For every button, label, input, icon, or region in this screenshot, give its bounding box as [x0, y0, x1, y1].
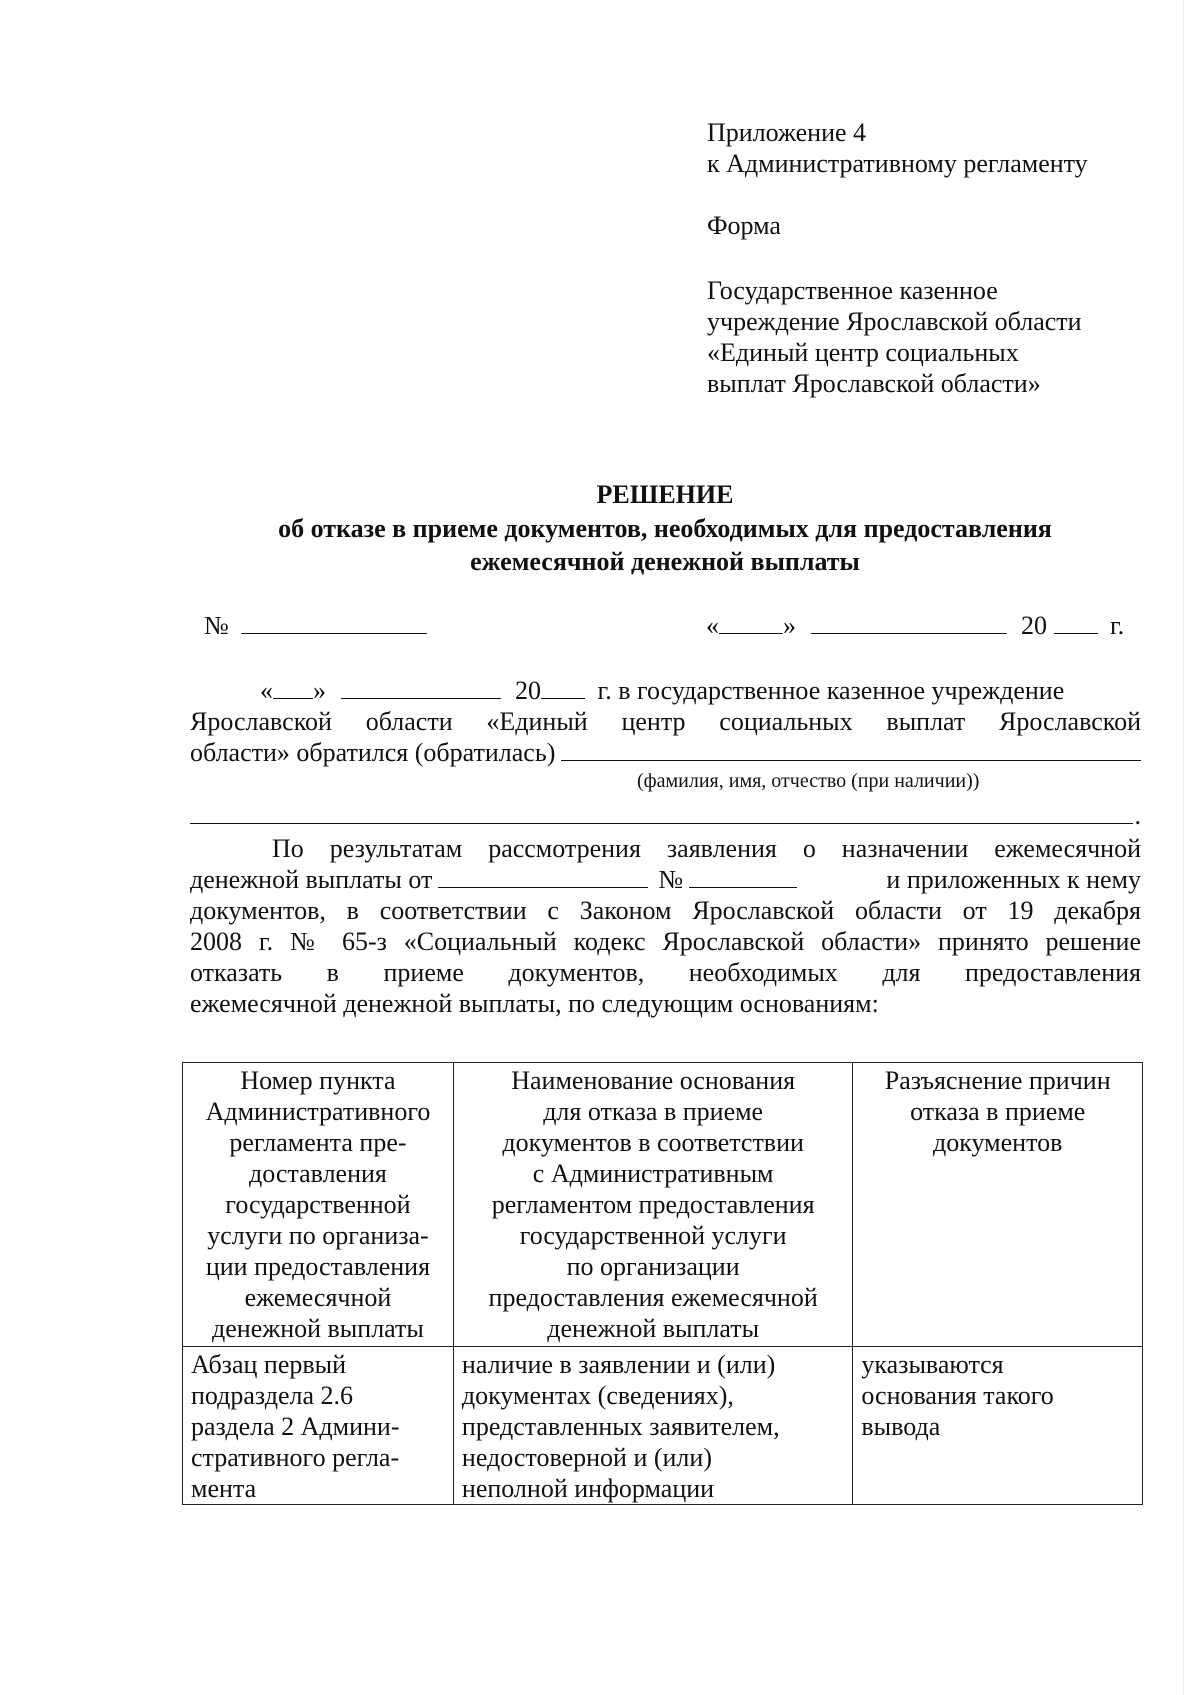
day-blank[interactable]	[719, 611, 783, 634]
header-cell-grounds: Наименование основания для отказа в приеме документов в соответствии с Административным регламентом предоставления государственной услуги по организации предоставления ежемесячной денежной выплаты	[453, 1063, 852, 1347]
applied-day-blank[interactable]	[273, 676, 313, 699]
appendix-number: Приложение 4	[707, 118, 867, 147]
decision-paragraph	[190, 833, 1141, 1019]
scan-edge-divider	[1183, 0, 1184, 1695]
appendix-reference: к Административному регламенту	[707, 149, 1088, 178]
table-header-row	[183, 1063, 1143, 1347]
cell-clause: Абзац первый подраздела 2.6 раздела 2 Админи- стративного регла- мента	[183, 1347, 454, 1505]
applied-year-blank[interactable]	[541, 676, 585, 699]
form-label: Форма	[707, 211, 781, 240]
application-number-blank[interactable]	[689, 865, 797, 888]
paragraph-line: 2008 г. № 65-з «Социальный кодекс Ярославской области» принято решение	[190, 927, 1141, 956]
applicant-line: области» обратился (обратилась)	[190, 737, 1141, 768]
paragraph-line: Ярославской области «Единый центр социальных выплат Ярославской	[190, 707, 1141, 736]
number-sign: №	[204, 611, 229, 640]
paragraph-line: документов, в соответствии с Законом Ярославской области от 19 декабря	[190, 896, 1141, 925]
org-line: учреждение Ярославской области	[707, 307, 1082, 336]
table-row	[183, 1347, 1143, 1505]
decision-number	[204, 610, 427, 641]
org-line: выплат Ярославской области»	[707, 369, 1041, 398]
cell-grounds: наличие в заявлении и (или) документах (сведениях), представленных заявителем, недостоверной и (или) неполной информации	[453, 1347, 852, 1505]
paragraph-line: отказать в приеме документов, необходимых для предоставления	[190, 958, 1141, 987]
grounds-table	[182, 1062, 1143, 1505]
applied-date-line: « » 20 г. в государственное казенное учреждение	[260, 676, 1065, 705]
application-date-blank[interactable]	[438, 865, 648, 888]
number-blank[interactable]	[241, 611, 427, 634]
cell-explanation: указываются основания такого вывода	[853, 1347, 1143, 1505]
page-subtitle-line1: об отказе в приеме документов, необходимых для предоставления	[278, 514, 1052, 543]
year-blank[interactable]	[1054, 611, 1098, 634]
header-cell-clause: Номер пункта Административного регламента пре- доставления государственной услуги по организа- ции предоставления ежемесячной денежной выплаты	[183, 1063, 454, 1347]
paragraph-line: По результатам рассмотрения заявления о назначении ежемесячной	[272, 834, 1141, 863]
decision-date: « » 20 г.	[706, 611, 1125, 640]
header-cell-explanation: Разъяснение причин отказа в приеме документов	[853, 1063, 1143, 1347]
page-title: РЕШЕНИЕ	[596, 480, 734, 509]
applicant-continuation-blank[interactable]	[190, 801, 1133, 824]
page-subtitle-line2: ежемесячной денежной выплаты	[470, 547, 860, 576]
appendix-block	[707, 117, 1157, 399]
paragraph-line: ежемесячной денежной выплаты, по следующим основаниям:	[190, 989, 879, 1018]
applicant-continuation-line: .	[190, 800, 1141, 831]
application-paragraph	[190, 675, 1141, 831]
org-line: Государственное казенное	[707, 276, 998, 305]
org-line: «Единый центр социальных	[707, 338, 1019, 367]
applied-month-blank[interactable]	[341, 676, 501, 699]
month-blank[interactable]	[811, 611, 1007, 634]
applicant-name-blank[interactable]	[561, 738, 1141, 761]
application-ref-line: денежной выплаты от № и приложенных к нему	[190, 865, 1141, 894]
name-caption: (фамилия, имя, отчество (при наличии))	[637, 770, 980, 792]
